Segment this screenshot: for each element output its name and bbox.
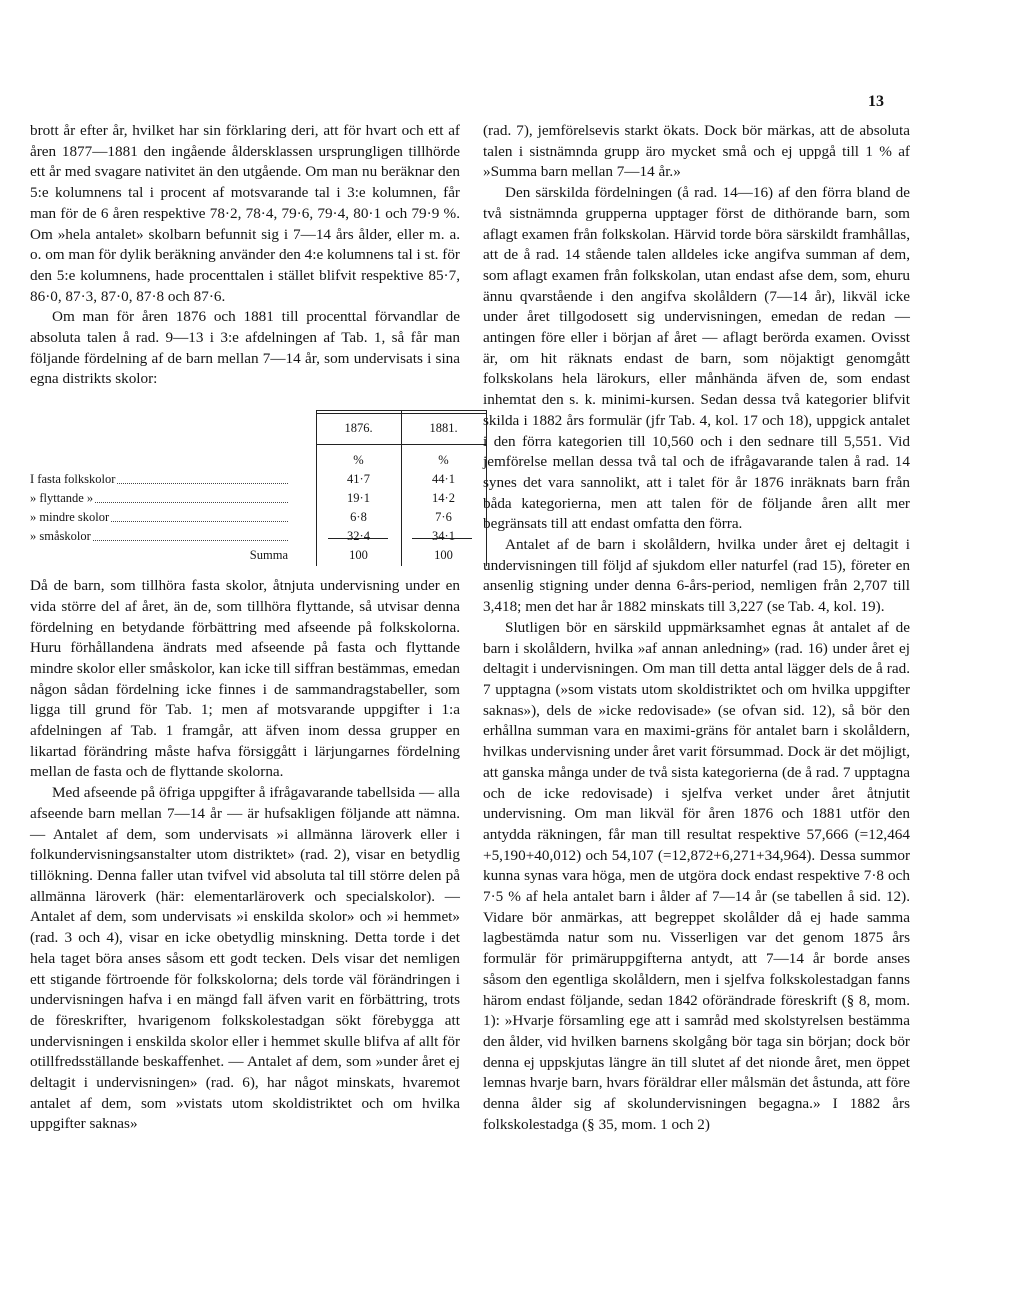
page-number: 13 xyxy=(868,93,884,110)
header-1876: 1876. xyxy=(344,421,373,436)
table-cell-1876: 19·1 xyxy=(347,491,370,506)
table-cell-1881: 44·1 xyxy=(432,472,455,487)
unit-1881: % xyxy=(438,453,449,468)
table-row-label: » mindre skolor xyxy=(30,508,288,527)
unit-1876: % xyxy=(353,453,364,468)
table-row-label: » småskolor xyxy=(30,527,288,546)
table-total-1881: 100 xyxy=(434,548,453,563)
right-paragraph-2: Den särskilda fördelningen (å rad. 14—16) af den förra bland de två sistnämnda grupperna upptager först de dithörande barn, som aflagt examen från folkskolan. Härvid torde böra särskildt framhållas, att de å rad. 14 stående talen alldeles icke angifva summan af dem, som aflagt examen från folkskolan, utan endast afse dem, som, ehuru ännu qvarstående i den angifva skolåldern (7—14 år), likväl icke under året tillgodosett sig undervisningen, emedan de redan — antingen före eller i början af året — aflagt berörda examen. Ovisst är, om hit räknats endast de barn, som nöjaktigt genomgått folkskolans hela lärokurs, eller månhända äfven de, som endast inhemtat den s. k. minimi-kursen. Sedan dessa två kategorier blifvit skilda i 1882 års formulär (jfr Tab. 4, kol. 17 och 18), uppgick antalet i den förra kategorien till 10,560 och i den sednare till 5,551. Vid jemförelse mellan dessa två tal och de ifrågavarande talen å rad. 14 synes det vara sannolikt, att i talet för år 1876 inräknats barn från båda kategorierna, men att talen för de följande åren allt mer begränsats till att endast omfatta den förra. xyxy=(483,184,910,533)
table-cell-1876: 32·4 xyxy=(347,529,370,544)
table-cell-1876: 6·8 xyxy=(350,510,367,525)
table-cell-1881: 14·2 xyxy=(432,491,455,506)
table-total-label: Summa xyxy=(249,548,288,563)
header-1881: 1881. xyxy=(429,421,458,436)
distribution-table xyxy=(30,410,460,566)
right-paragraph-1: (rad. 7), jemförelsevis starkt ökats. Dock bör märkas, att de absoluta talen i sistnämnda grupp äro mycket små och ej uppgå till 1 % af »Summa barn mellan 7—14 år.» xyxy=(483,122,910,181)
table-row-label: » flyttande » xyxy=(30,489,288,508)
left-column xyxy=(30,121,460,1135)
left-paragraph-4: Med afseende på öfriga uppgifter å ifrågavarande tabellsida — alla afseende barn mellan 7—14 år — är hufsakligen följande att nämna. — Antalet af dem, som undervisats »i allmänna läroverk eller i folkundervisningsanstalter utom distriktet» (rad. 2), visar en betydlig tillökning. Denna faller utan tvifvel vid absoluta tal till större delen på allmänna läroverk (här: elementarläroverk och specialskolor). — Antalet af dem, som undervisats »i enskilda skolor» och »i hemmet» (rad. 3 och 4), visar en icke obetydlig minskning. Detta torde i det hela taget böra anses såsom ett godt tecken. Dels visar det nemligen ett stigande förtroende för folkskolorna; dels torde väl förändringen i undervisningen hafva i en mängd fall äfven varit en förbättring, trots de föreskrifter, hvarigenom folkskolestadgan sökt förebygga att undervisningen i enskilda skolor eller i hemmet skulle blifva af allt för otillfredsställande beskaffenhet. — Antalet af dem, som »under året ej deltagit i undervisningen» (rad. 6), har något minskats, hvaremot antalet af dem, som »vistats utom skoldistriktet och om hvilka uppgifter saknas» xyxy=(30,784,460,1133)
table-cell-1876: 41·7 xyxy=(347,472,370,487)
left-paragraph-3: Då de barn, som tillhöra fasta skolor, åtnjuta undervisning under en vida större del af året, än de, som tillhöra flyttande, så utvisar denna fördelning en betydande förbättring med afseende på folkskolorna. Huru förhållandena ändrats med afseende på fasta och flyttande mindre skolor eller småskolor, kan icke till siffran bestämmas, emedan någon sådan fördelning icke finnes i de sammandragstabeller, som ligga till grund för Tab. 1; men af motsvarande uppgifter i 1:a afdelningen af Tab. 1 framgår, att äfven inom dessa grupper en likartad förändring måste hafva försiggått i lärjungarnes fördelning mellan de fasta och de flyttande skolorna. xyxy=(30,577,460,781)
right-paragraph-3: Antalet af de barn i skolåldern, hvilka under året ej deltagit i undervisningen till följd af sjukdom eller naturfel (rad 15), företer en ansenlig stigning under denna 6-års-period, nemligen från 2,707 till 3,418; men det har år 1882 minskats till 3,227 (se Tab. 4, kol. 19). xyxy=(483,536,910,616)
table-total-1876: 100 xyxy=(349,548,368,563)
table-row-label: I fasta folkskolor xyxy=(30,470,288,489)
left-paragraph-1: brott år efter år, hvilket har sin förklaring deri, att för hvart och ett af åren 1877—1881 den ingående åldersklassen ursprungligen tillhörde ett år med svagare nativitet än den utgående. Om man nu beräknar den 5:e kolumnens tal i procent af motsvarande tal i 3:e kolumnen, får man för de 6 åren respektive 78·2, 78·4, 79·6, 79·4, 80·1 och 79·9 %. Om »hela antalet» skolbarn befunnit sig i 7—14 års ålder, eller m. a. o. om man för dylik beräkning använder den 4:e kolumnens tal i st. för den 5:e kolumnens, hade procenttalen i stället blifvit respektive 85·7, 86·0, 87·3, 87·0, 87·8 och 87·6. xyxy=(30,122,460,305)
table-cell-1881: 7·6 xyxy=(435,510,452,525)
right-paragraph-4: Slutligen bör en särskild uppmärksamhet egnas åt antalet af de barn i skolåldern, hvilka »af annan anledning» (rad. 16) under året ej deltagit i undervisningen. Om man till detta antal lägger dels de å rad. 7 upptagna (»som vistats utom skoldistriktet och om hvilka uppgifter saknas»), dels de »icke redovisade» (se ofvan sid. 12), så bör den erhållna summan vara en maximi-gräns för antalet barn i skolåldern, hvilkas undervisning under året varit försummad. Dock är det möjligt, att ganska många under de två sista kategorierna (de å rad. 7 upptagna och de icke redovisade) i sjelfva verket under året åtnjutit undervisning. Om man likväl för åren 1876 och 1881 utför den antydda räkningen, får man till resultat respektive 57,666 (=12,464 +5,190+40,012) och 54,107 (=12,872+6,271+34,964). Dessa summor kunna synas vara höga, men de utgöra dock endast respektive 7·8 och 7·5 % af hela antalet barn i ålder af 7—14 år (se tabellen å sid. 12). Vidare bör anmärkas, att begreppet skolålder då ej hade samma lagbestämda natur som nu. Visserligen var det genom 1875 års formulär för primäruppgifterna antydt, att 7—14 år borde anses såsom den egentliga skolåldern, men i sjelfva folkskolestadgan fanns härom endast följande, sedan 1842 oförändrade föreskrift (§ 8, mom. 1): »Hvarje församling ege att i samråd med skolstyrelsen bestämma den ålder, vid hvilken barnens skolgång bör taga sin början; dock bör denna ej uppskjutas längre än till slutet af det nionde året, men öppet lemnas hvarje barn, hvars föräldrar eller målsmän det åstunda, att före denna ålder sig af skolundervisningen begagna.» I 1882 års folkskolestadga (§ 35, mom. 1 och 2) xyxy=(483,618,910,1133)
left-paragraph-2: Om man för åren 1876 och 1881 till procenttal förvandlar de absoluta talen å rad. 9—13 i 3:e afdelningen af Tab. 1, så får man följande fördelning af de barn mellan 7—14 år, som undervisats i sina egna distrikts skolor: xyxy=(30,308,460,388)
right-column xyxy=(483,121,910,1135)
table-cell-1881: 34·1 xyxy=(432,529,455,544)
